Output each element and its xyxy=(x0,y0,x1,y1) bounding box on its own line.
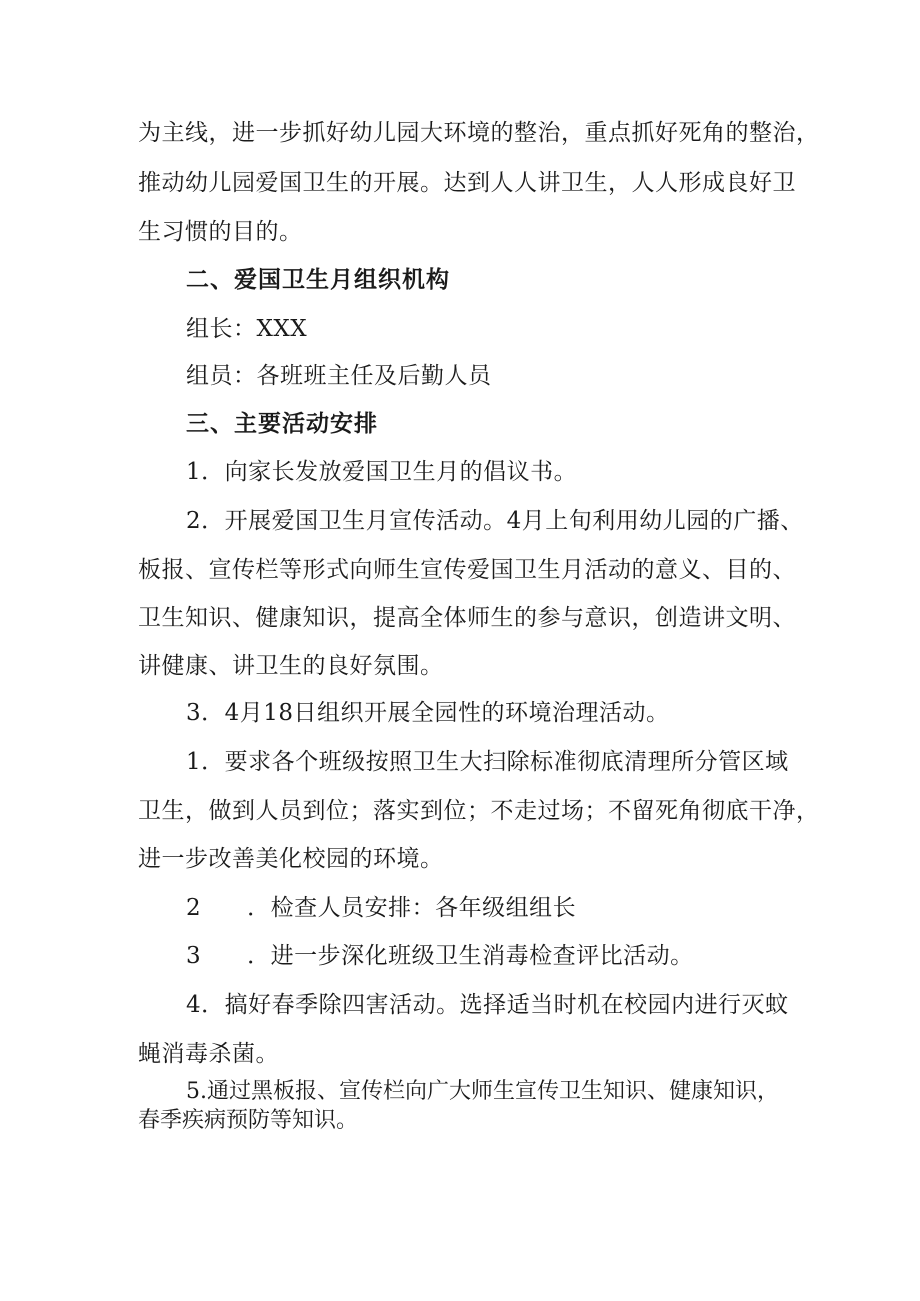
paragraph-line: 生习惯的目的。 xyxy=(138,219,303,245)
list-item: 1．要求各个班级按照卫生大扫除标准彻底清理所分管区域 xyxy=(186,749,789,775)
list-number: 2 xyxy=(186,895,202,921)
list-item: 1．向家长发放爱国卫生月的倡议书。 xyxy=(186,459,578,485)
paragraph-line: 板报、宣传栏等形式向师生宣传爱国卫生月活动的意义、目的、 xyxy=(138,557,796,583)
paragraph-line: 进一步改善美化校园的环境。 xyxy=(138,846,444,872)
list-item: 4．搞好春季除四害活动。选择适当时机在校园内进行灭蚊 xyxy=(186,992,789,1018)
list-item: 3．4月18日组织开展全园性的环境治理活动。 xyxy=(186,700,670,726)
list-item: 2．开展爱国卫生月宣传活动。4月上旬利用幼儿园的广播、 xyxy=(186,508,804,534)
list-text: ．检查人员安排：各年级组组长 xyxy=(247,895,577,921)
paragraph-line: 卫生，做到人员到位；落实到位；不走过场；不留死角彻底干净， xyxy=(138,798,820,824)
group-leader-line: 组长：XXX xyxy=(186,316,308,342)
section-heading-organization: 二、爱国卫生月组织机构 xyxy=(186,266,450,293)
paragraph-line: 讲健康、讲卫生的良好氛围。 xyxy=(138,653,444,679)
paragraph-line: 推动幼儿园爱国卫生的开展。达到人人讲卫生，人人形成良好卫 xyxy=(138,170,796,196)
paragraph-line: 春季疾病预防等知识。 xyxy=(138,1108,359,1133)
list-item: 5.通过黑板报、宣传栏向广大师生宣传卫生知识、健康知识， xyxy=(186,1079,779,1104)
paragraph-line: 蝇消毒杀菌。 xyxy=(138,1041,279,1067)
group-members-line: 组员：各班班主任及后勤人员 xyxy=(186,363,492,389)
paragraph-line: 卫生知识、健康知识，提高全体师生的参与意识，创造讲文明、 xyxy=(138,605,796,631)
list-item xyxy=(186,893,576,923)
list-item xyxy=(186,941,694,971)
list-number: 3 xyxy=(186,943,202,969)
paragraph-line: 为主线，进一步抓好幼儿园大环境的整治，重点抓好死角的整治， xyxy=(138,120,820,146)
section-heading-activities: 三、主要活动安排 xyxy=(186,410,378,437)
list-text: ．进一步深化班级卫生消毒检查评比活动。 xyxy=(247,943,694,969)
